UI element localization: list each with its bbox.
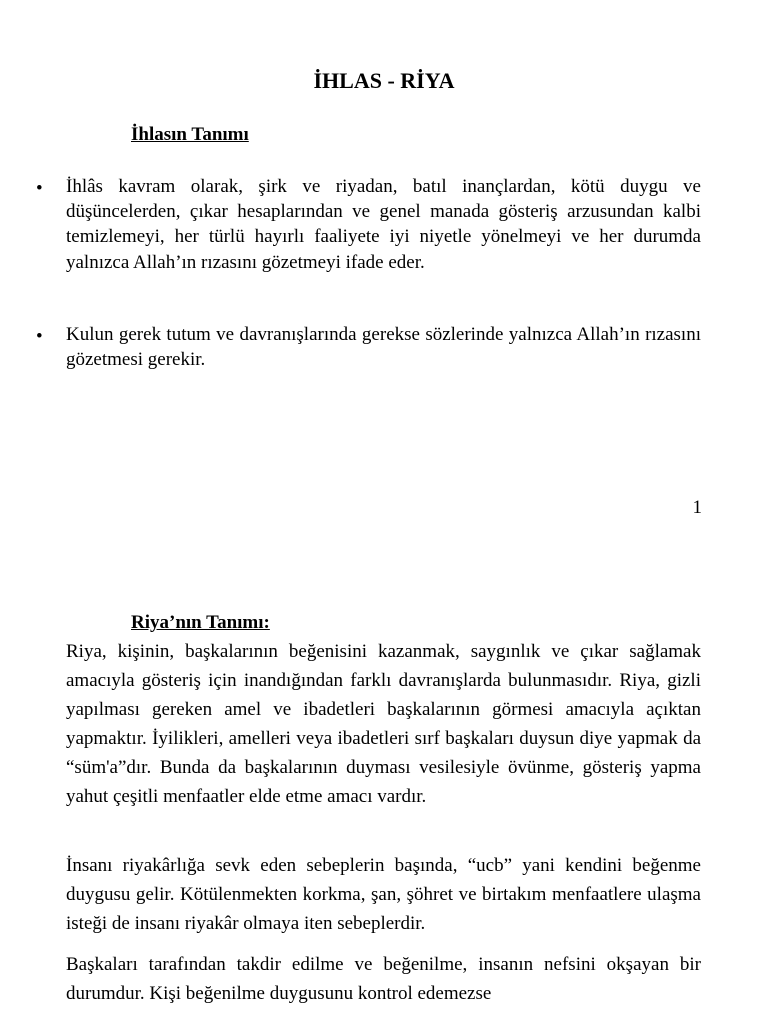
bullet-item: Kulun gerek tutum ve davranışlarında gerekse sözlerinde yalnızca Allah’ın rızasını gözetmesi gerekir.	[66, 324, 701, 371]
paragraph-riya-causes: İnsanı riyakârlığa sevk eden sebeplerin başında, “ucb” yani kendini beğenme duygusu gelir. Kötülenmekten korkma, şan, şöhret ve birtakım menfaatlere ulaşma isteği de insanı riyakâr olmaya iten sebeplerdir.	[66, 855, 701, 934]
section-heading-ihlas: İhlasın Tanımı	[131, 124, 249, 145]
document-title: İHLAS - RİYA	[313, 68, 455, 93]
bullet-marker: •	[36, 326, 43, 347]
page-number: 1	[692, 497, 702, 518]
bullet-marker: •	[36, 178, 43, 199]
paragraph-riya-approval: Başkaları tarafından takdir edilme ve beğenilme, insanın nefsini okşayan bir durumdur. Kişi beğenilme duygusunu kontrol edemezse	[66, 954, 701, 1004]
section-heading-riya: Riya’nın Tanımı:	[131, 612, 270, 633]
bullet-item: İhlâs kavram olarak, şirk ve riyadan, batıl inançlardan, kötü duygu ve düşüncelerden, çıkar hesaplarından ve genel manada gösteriş arzusundan kalbi temizlemeyi, her türlü hayırlı faaliyete iyi niyetle yönelmeyi ve her durumda yalnızca Allah’ın rızasını gözetmeyi ifade eder.	[66, 176, 701, 273]
paragraph-riya-definition: Riya, kişinin, başkalarının beğenisini kazanmak, saygınlık ve çıkar sağlamak amacıyla gösteriş için inandığından farklı davranışlarda bulunmasıdır. Riya, gizli yapılması gereken amel ve ibadetleri başkalarının görmesi amacıyla açıktan yapmaktır. İyilikleri, amelleri veya ibadetleri sırf başkaları duysun diye yapmak da “süm'a”dır. Bunda da başkalarının duyması vesilesiyle övünme, gösteriş yapma yahut çeşitli menfaatler elde etme amacı vardır.	[66, 641, 701, 807]
